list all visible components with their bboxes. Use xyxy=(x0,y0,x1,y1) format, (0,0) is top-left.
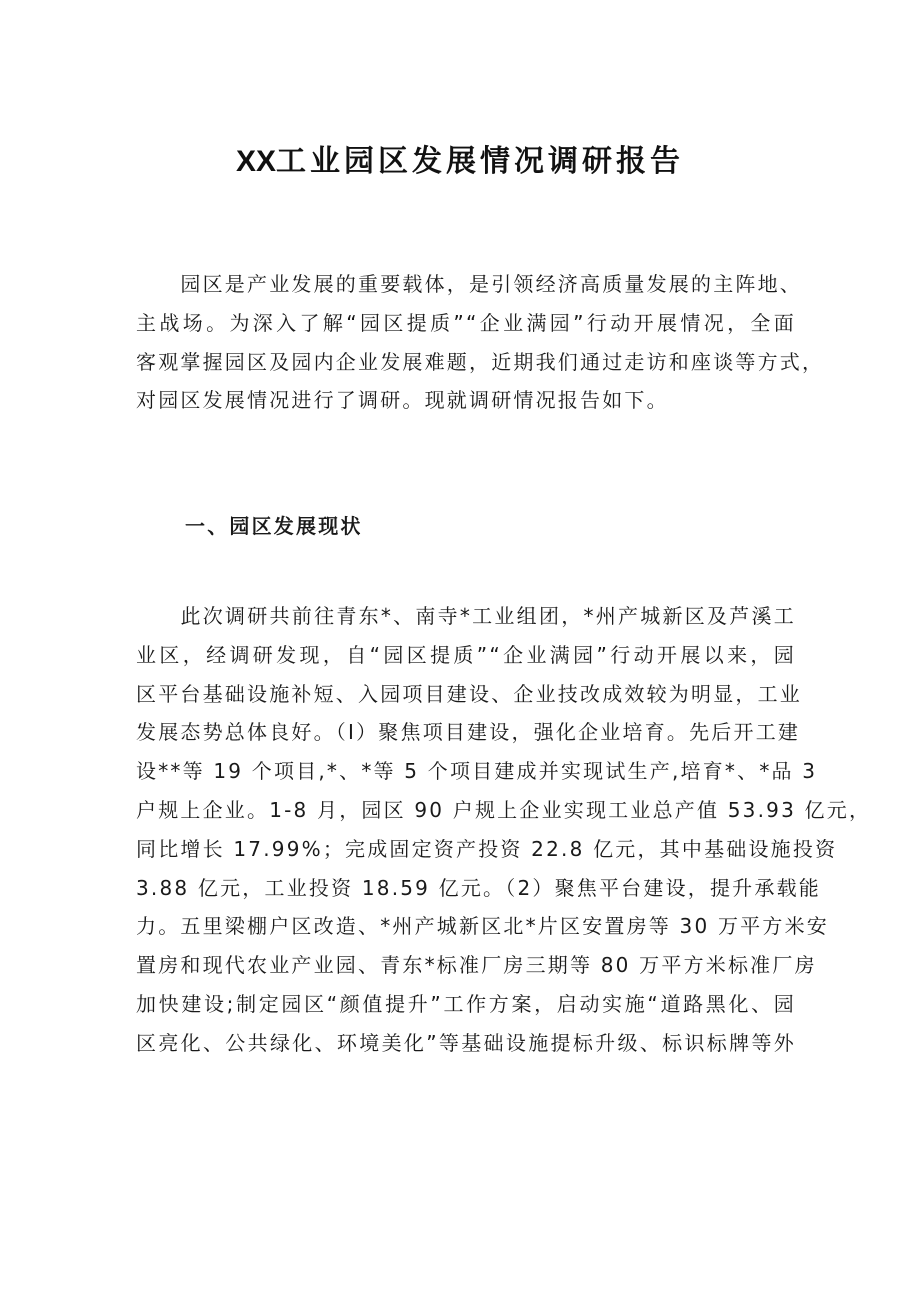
section-heading: 一、园区发展现状 xyxy=(185,514,363,538)
intro-paragraph xyxy=(136,265,825,420)
body-line: 此次调研共前往青东*、南寺*工业组团，*州产城新区及芦溪工 xyxy=(136,604,796,628)
body-line: 置房和现代农业产业园、青东*标准厂房三期等 80 万平方米标准厂房 xyxy=(136,953,817,978)
body-line: 区亮化、公共绿化、环境美化”等基础设施提标升级、标识标牌等外 xyxy=(136,1030,796,1055)
body-line: 3.88 亿元，工业投资 18.59 亿元。（2）聚焦平台建设，提升承载能 xyxy=(136,875,821,900)
body-line: 同比增长 17.99%；完成固定资产投资 22.8 亿元，其中基础设施投资 xyxy=(136,836,838,861)
title-prefix: XX xyxy=(235,145,277,178)
intro-line: 主战场。为深入了解“园区提质”“企业满园”行动开展情况，全面 xyxy=(136,310,796,335)
intro-line: 对园区发展情况进行了调研。现就调研情况报告如下。 xyxy=(136,388,669,413)
intro-line: 园区是产业发展的重要载体，是引领经济高质量发展的主阵地、 xyxy=(136,272,802,296)
body-line: 设**等 19 个项目,*、*等 5 个项目建成并实现试生产,培育*、*品 3 xyxy=(136,759,818,784)
body-paragraph xyxy=(136,597,872,1063)
body-line: 区平台基础设施补短、入园项目建设、企业技改成效较为明显，工业 xyxy=(136,681,802,706)
body-line: 业区，经调研发现，自“园区提质”“企业满园”行动开展以来，园 xyxy=(136,642,796,667)
title-main: 工业园区发展情况调研报告 xyxy=(276,144,685,179)
body-line: 加快建设;制定园区“颜值提升”工作方案，启动实施“道路黑化、园 xyxy=(136,991,796,1016)
body-line: 户规上企业。1-8 月，园区 90 户规上企业实现工业总产值 53.93 亿元， xyxy=(136,797,872,822)
document-title xyxy=(0,138,920,186)
body-line: 发展态势总体良好。（I）聚焦项目建设，强化企业培育。先后开工建 xyxy=(136,720,801,745)
intro-line: 客观掌握园区及园内企业发展难题，近期我们通过走访和座谈等方式， xyxy=(136,349,825,374)
body-line: 力。五里梁棚户区改造、*州产城新区北*片区安置房等 30 万平方米安 xyxy=(136,914,829,939)
